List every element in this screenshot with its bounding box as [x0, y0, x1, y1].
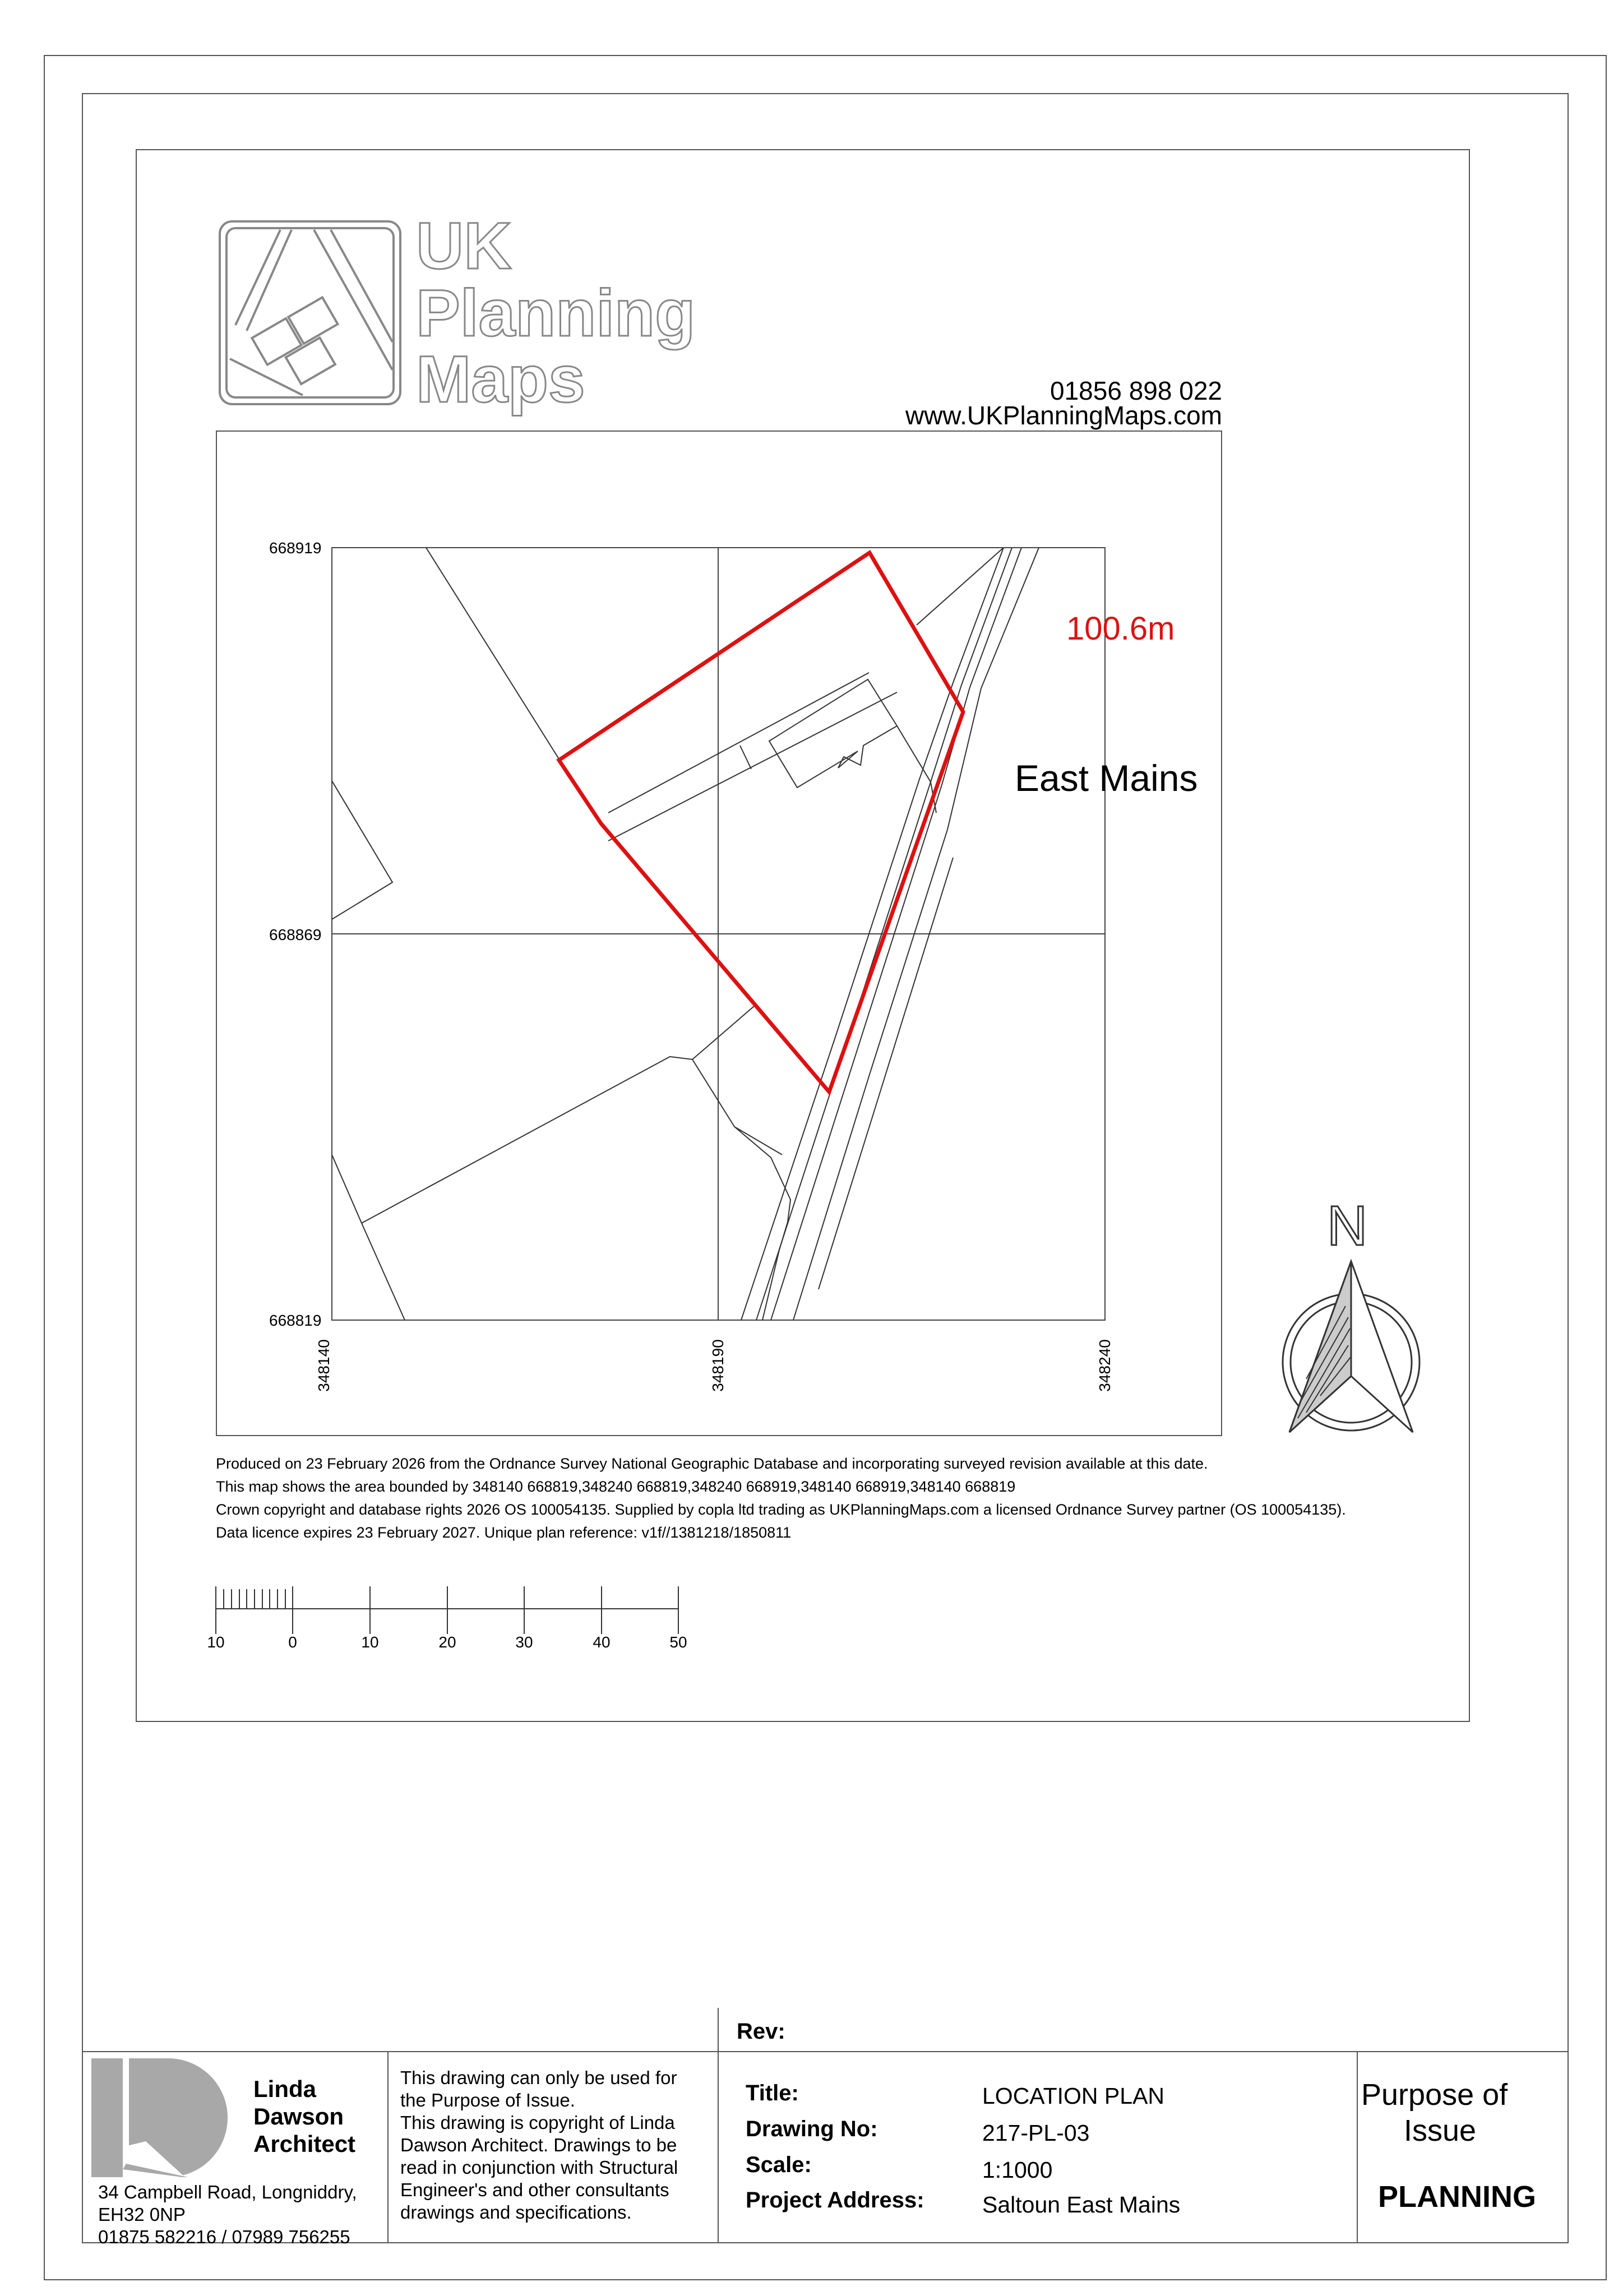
drawing-no-label: Drawing No:	[746, 2117, 878, 2141]
architect-name-line-3: Architect	[253, 2131, 356, 2157]
provider-phone: 01856 898 022	[1050, 376, 1222, 405]
north-label: N	[1327, 1195, 1368, 1257]
scale-label: 10	[361, 1633, 379, 1651]
disclaimer-line-3: This drawing is copyright of Linda	[400, 2112, 675, 2133]
disclaimer-line-1: This drawing can only be used for	[400, 2067, 677, 2088]
note-line-2: This map shows the area bounded by 348140 668819,348240 668819,348240 668919,348140 668919,348140 668819	[216, 1478, 1016, 1495]
note-line-1: Produced on 23 February 2026 from the Ordnance Survey National Geographic Database and incorporating surveyed revision available at this date.	[216, 1455, 1208, 1472]
scale-label: 10	[207, 1633, 225, 1651]
place-label: East Mains	[1015, 757, 1198, 799]
elevation-label: 100.6m	[1066, 610, 1175, 647]
scale-label: 20	[438, 1633, 456, 1651]
rev-label: Rev:	[737, 2019, 785, 2044]
note-line-4: Data licence expires 23 February 2027. Unique plan reference: v1f//1381218/1850811	[216, 1524, 792, 1541]
provider-website: www.UKPlanningMaps.com	[905, 401, 1222, 430]
grid-label-x-left: 348140	[315, 1339, 332, 1392]
disclaimer-line-6: Engineer's and other consultants	[400, 2179, 669, 2200]
grid-label-y-top: 668919	[269, 539, 322, 557]
drawing-no-value: 217-PL-03	[982, 2120, 1090, 2146]
purpose-label-line-1: Purpose of	[1361, 2078, 1508, 2112]
architect-name-line-1: Linda	[253, 2076, 316, 2102]
disclaimer-line-4: Dawson Architect. Drawings to be	[400, 2135, 677, 2155]
disclaimer-line-7: drawings and specifications.	[400, 2202, 632, 2223]
note-line-3: Crown copyright and database rights 2026 OS 100054135. Supplied by copla ltd trading as UKPlanningMaps.com a licensed Ordnance Survey partner (OS 100054135).	[216, 1501, 1346, 1518]
title-value: LOCATION PLAN	[982, 2083, 1165, 2109]
title-label: Title:	[746, 2081, 799, 2105]
grid-label-x-mid: 348190	[709, 1339, 727, 1392]
scale-label: 30	[515, 1633, 533, 1651]
scale-label: 0	[288, 1633, 297, 1651]
scale-value: 1:1000	[982, 2157, 1053, 2183]
logo-line-planning: Planning	[416, 276, 696, 350]
disclaimer-line-2: the Purpose of Issue.	[400, 2090, 575, 2110]
project-address-label: Project Address:	[746, 2188, 924, 2212]
scale-label: 50	[669, 1633, 687, 1651]
purpose-value: PLANNING	[1378, 2180, 1536, 2214]
grid-label-y-mid: 668869	[269, 926, 322, 943]
logo-line-uk: UK	[416, 209, 512, 283]
scale-label-title: Scale:	[746, 2152, 812, 2177]
architect-address-line-1: 34 Campbell Road, Longniddry,	[98, 2182, 357, 2202]
scale-label: 40	[593, 1633, 611, 1651]
linda-dawson-logo-icon	[91, 2058, 228, 2177]
architect-phone: 01875 582216 / 07989 756255	[98, 2226, 350, 2247]
logo-line-maps: Maps	[416, 342, 585, 416]
project-address-value: Saltoun East Mains	[982, 2192, 1181, 2218]
grid-label-x-right: 348240	[1096, 1339, 1113, 1392]
architect-address-line-2: EH32 0NP	[98, 2204, 186, 2225]
architect-name-line-2: Dawson	[253, 2103, 344, 2130]
disclaimer-line-5: read in conjunction with Structural	[400, 2157, 678, 2178]
purpose-label-line-2: Issue	[1404, 2114, 1477, 2147]
grid-label-y-bottom: 668819	[269, 1312, 322, 1329]
